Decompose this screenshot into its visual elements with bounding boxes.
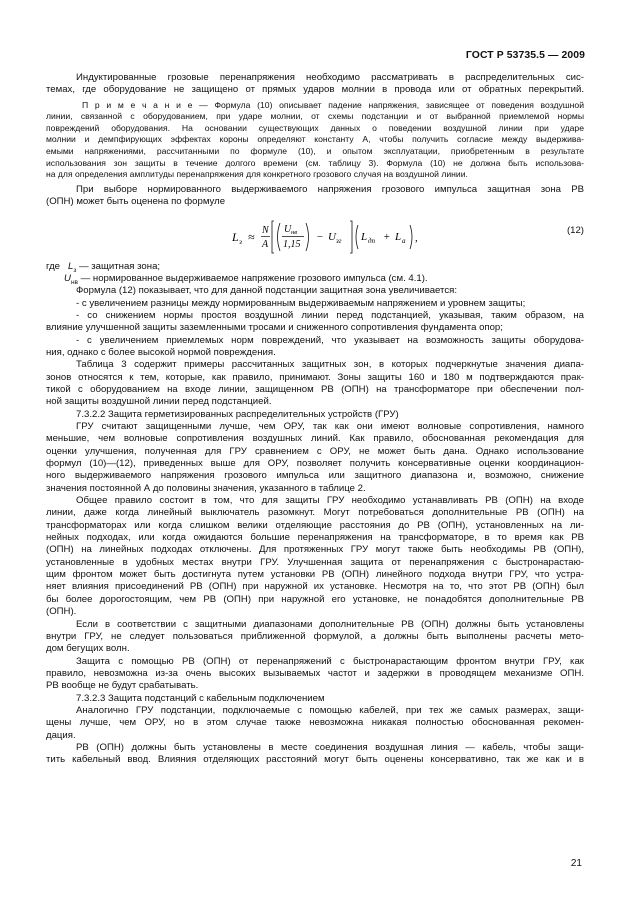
text-line: тить кабельный ввод. Влияния отделяющих расстояний могут быть оценены консервативно, так же как и в <box>46 754 584 766</box>
formula-comma: , <box>415 231 418 244</box>
text-line: При выборе нормированного выдерживаемого напряжения грозового импульса защитная зона РВ <box>76 183 584 195</box>
text-line: ной защиты воздушной линии перед подстанцией. <box>46 396 272 408</box>
formula-l-a: L <box>395 230 402 243</box>
text-line: щены лучше, чем ОРУ, но в этом случае также невозможна никакая полностью обоснованная рекомен- <box>46 717 584 729</box>
text-line: темах, где оборудование не защищено от прямых ударов молнии в провода или от обратных перекрытий. <box>46 84 584 96</box>
note-block <box>46 100 584 181</box>
text-line: ГРУ считают защищенными лучше, чем ОРУ, так как они имеют волновые сопротивления, намного <box>76 421 584 432</box>
text-line: - с увеличением приемлемых норм повреждений, что указывает на возможность защиты оборудова- <box>76 334 584 346</box>
text-line: РВ (ОПН) должны быть установлены в месте соединения воздушная линия — кабель, чтобы защи- <box>76 741 584 753</box>
formula-12 <box>46 213 584 259</box>
text-line: Если в соответствии с защитными диапазонами дополнительные РВ (ОПН) должны быть установлены <box>76 618 584 630</box>
formula-coef: 1,15 <box>283 238 301 250</box>
text-line: формул (10)—(12), приведенных выше для ОРУ, позволяет получить консервативные оценки координацион- <box>46 458 584 470</box>
note-line: использования зон защиты в течение долгого времени (см. таблицу 3). Формула (10) не должна быть использова- <box>46 157 584 168</box>
note-line: на для определения амплитуды перенапряжения для конкретного грозового случая на воздушной линии. <box>46 169 468 180</box>
note-line: П р и м е ч а н и е — Формула (10) описывает падение напряжения, зависящее от поведения воздушной <box>82 99 584 110</box>
formula-lhs: L <box>232 229 239 244</box>
text-line: нейных подходах, или когда ожидаются большие перенапряжения на трансформаторе, в то время как РВ <box>46 532 584 544</box>
formula-paren-close <box>410 225 412 249</box>
formula-l-dp: L <box>361 230 368 243</box>
text-line: 7.3.2.3 Защита подстанций с кабельным подключением <box>76 692 325 704</box>
text-line: оценки улучшения, полученная для ГРУ сравнением с ОРУ, не может быть дана. Однако использование <box>46 445 584 457</box>
formula-bracket-close <box>350 221 352 253</box>
where-line-1 <box>46 261 584 273</box>
text-line: Таблица 3 содержит примеры рассчитанных защитных зон, в которых подчеркнутые значения диапа- <box>76 359 584 371</box>
text-line: Общее правило состоит в том, что для защиты ГРУ необходимо устанавливать РВ (ОПН) на входе <box>76 495 584 507</box>
text-line: правило, невозможна из-за очень высоких вызываемых частот и задержки в проводящем механизме ОПН. <box>46 667 584 679</box>
text-line: меньшие, чем волновые сопротивления воздушных линий. Как правило, обоснованная рекомендация для <box>46 433 584 445</box>
text-line: РВ вообще не будут срабатывать. <box>46 680 199 692</box>
page-number: 21 <box>570 858 582 869</box>
formula-u-z: U <box>328 230 336 243</box>
formula-u-z-sub: зг <box>336 236 342 245</box>
formula-lhs-sub: з <box>239 236 242 246</box>
paragraph-intro <box>46 72 584 97</box>
where-text: — защитная зона; <box>76 260 161 272</box>
formula-paren-open <box>356 225 358 249</box>
text-line: Формула (12) показывает, что для данной подстанции защитная зона увеличивается: <box>76 285 457 297</box>
text-line: линии, даже когда линейный выключатель разомкнут. Могут потребоваться дополнительные РВ (ОПН) на <box>46 507 584 519</box>
text-line: внутри ГРУ, не следует пользоваться приближенной формулой, а должны быть выполнены расчеты мето- <box>46 630 584 642</box>
text-line: тикой с оборудованием на входе линии, защищенном РВ (ОПН) на трансформаторе при обеспечении пол- <box>46 383 584 395</box>
formula-u-nom: U <box>284 223 292 235</box>
text-line: - со снижением нормы простоя воздушной линии перед подстанцией, указывая, таким образом, на <box>76 309 584 321</box>
text-line: зонов относятся к тем, которые, как правило, принимают. Зоны защиты 160 и 180 м подтверждаются прак- <box>46 371 584 383</box>
formula-bracket-open <box>272 221 274 253</box>
text-line: (ОПН) на линейных подходах отключены. Для протяженных ГРУ могут также быть необходимы РВ (ОПН), <box>46 544 584 556</box>
text-line: няет влияния присоединений РВ (ОПН) при наружной их установке. Несмотря на то, что этот РВ (ОПН) был <box>46 581 584 593</box>
formula-l-a-sub: а <box>402 236 406 245</box>
formula-approx: ≈ <box>248 229 255 244</box>
paragraph-formula-intro <box>46 184 584 209</box>
text-line: влияние улучшенной защиты заземленными тросами и сниженного сопротивления фундамента опор; <box>46 322 503 334</box>
text-line: щим фронтом может быть достигнута путем установки РВ (ОПН) линейного подхода внутри ГРУ, что устра- <box>46 569 584 581</box>
where-block <box>46 261 584 286</box>
where-symbol-sub: з <box>73 266 77 274</box>
formula-expression <box>232 217 462 257</box>
formula-a: A <box>262 238 269 250</box>
formula-paren-close <box>306 223 309 251</box>
where-symbol: L <box>68 260 74 272</box>
note-line: емыми напряжениями, рассчитанными по формуле (10), и опытом эксплуатации, приобретенным в результате <box>46 146 584 157</box>
text-line: - с увеличением разницы между нормированным выдерживаемым напряжением и уровнем защиты; <box>76 297 526 309</box>
formula-u-nom-sub: нв <box>291 228 298 236</box>
formula-number: (12) <box>566 224 584 236</box>
page-content <box>46 72 584 767</box>
text-line: установленные в удобных местах внутри ГРУ. Улучшенная защита от перенапряжения с быстронарастаю- <box>46 556 584 568</box>
text-line: 7.3.2.2 Защита герметизированных распределительных устройств (ГРУ) <box>76 408 399 420</box>
body-text <box>46 285 584 766</box>
formula-plus: + <box>383 230 391 243</box>
where-text: — нормированное выдерживаемое напряжение грозового импульса (см. 4.1). <box>77 272 428 284</box>
formula-l-dp-sub: дп <box>368 236 376 245</box>
text-line: Защита с помощью РВ (ОПН) от перенапряжений с быстронарастающим фронтом внутри ГРУ, как <box>76 655 584 667</box>
text-line: Аналогично ГРУ подстанции, подключаемые с помощью кабелей, при тех же самых размерах, защи- <box>76 704 584 716</box>
text-line: Индуктированные грозовые перенапряжения необходимо рассматривать в распределительных сис- <box>76 72 584 83</box>
note-line: линии, связанной с оборудованием, при ударе молнии, от схемы подстанции и от выбранной приемлемой нормы <box>46 111 584 122</box>
formula-minus: − <box>316 230 324 243</box>
where-symbol: U <box>64 272 71 284</box>
text-line: бы более дорогостоящим, чем РВ (ОПН) при наружной его установке, не понадобятся дополнительные РВ <box>46 593 584 605</box>
text-line: дом бегущих волн. <box>46 643 130 655</box>
note-line: повреждений оборудования. На основании существующих данных о поведении воздушной линии при ударе <box>46 122 584 133</box>
formula-paren-open <box>278 223 281 251</box>
formula-n: N <box>262 224 269 236</box>
note-line: молнии и демпфирующих эффектах короны определяют константу А, чтобы получить согласие между выдержива- <box>46 134 584 145</box>
text-line: ния, однако с более высокой нормой повреждения. <box>46 346 276 358</box>
text-line: (ОПН) может быть оценена по формуле <box>46 196 226 208</box>
where-prefix: где <box>46 260 61 272</box>
text-line: (ОПН). <box>46 606 77 618</box>
text-line: ного выдерживаемого напряжения грозового импульса или защитного диапазона и, возможно, снижение <box>46 470 584 482</box>
document-header: ГОСТ Р 53735.5 — 2009 <box>465 50 585 61</box>
text-line: дация. <box>46 729 76 741</box>
text-line: значения постоянной А до половины значения, указанного в таблице 2. <box>46 482 366 494</box>
text-line: трансформаторах или когда слишком велики отделяющие расстояния до РВ (ОПН), установленных на ли- <box>46 519 584 531</box>
where-line-2 <box>46 273 584 285</box>
where-symbol-sub: нв <box>70 278 78 286</box>
